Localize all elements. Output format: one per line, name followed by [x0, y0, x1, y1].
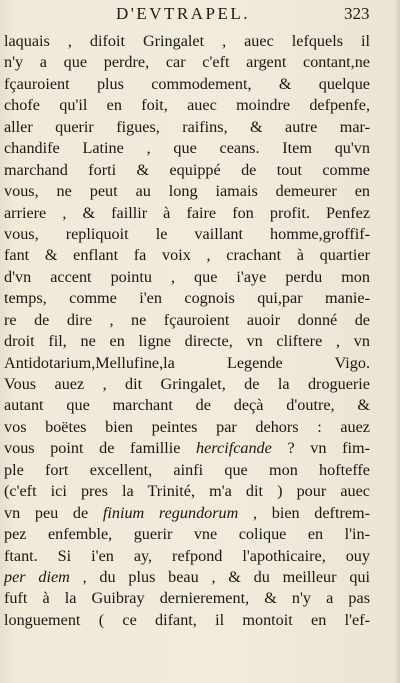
- text-line: [4, 524, 370, 545]
- text-run: , bien deftrem-: [238, 503, 370, 522]
- text-run: chandife Latine , que ceans. Item qu'vn: [4, 139, 370, 158]
- text-run: pez enfemble, guerir vne colique en l'in-: [4, 525, 370, 544]
- text-line: [4, 395, 370, 416]
- text-run: re de dire , ne fçauroient auoir donné de: [4, 310, 370, 329]
- text-line: [4, 31, 370, 52]
- text-run: vos boëtes bien peintes par dehors : auez: [4, 417, 370, 436]
- text-line: [4, 224, 370, 245]
- text-line: [4, 546, 370, 567]
- text-line: [4, 503, 370, 524]
- body-text: [4, 31, 370, 631]
- text-run: aller querir figues, raifins, & autre mar-: [4, 117, 370, 136]
- text-run: fçauroient plus commodement, & quelque: [4, 74, 370, 93]
- text-line: [4, 588, 370, 609]
- text-run: fant & enflant fa voix , crachant à quartier: [4, 246, 370, 265]
- italic-latin-term: finium regundorum: [102, 503, 239, 522]
- text-line: [4, 353, 370, 374]
- text-run: ? vn fim-: [271, 439, 370, 458]
- text-run: vn peu de: [4, 503, 103, 522]
- text-run: vous, ne peut au long iamais demeurer en: [4, 182, 370, 201]
- text-line: [4, 288, 370, 309]
- text-line: [4, 310, 370, 331]
- text-run: temps, comme i'en cognois qui,par manie-: [4, 289, 370, 308]
- text-run: marchand forti & equippé de tout comme: [4, 160, 370, 179]
- text-line: [4, 138, 370, 159]
- text-run: Antidotarium,Mellufine,la Legende Vigo.: [4, 353, 370, 372]
- text-run: Vous auez , dit Gringalet, de la droguerie: [4, 375, 370, 393]
- text-line: [4, 74, 370, 95]
- text-line: [4, 52, 370, 73]
- text-run: vous, repliquoit le vaillant homme,groffif-: [4, 224, 370, 243]
- text-line: [4, 610, 370, 631]
- text-line: [4, 267, 370, 288]
- text-line: [4, 203, 370, 224]
- text-run: vous point de famillie: [4, 439, 197, 458]
- italic-latin-term: hercifcande: [196, 439, 272, 458]
- text-line: [4, 438, 370, 459]
- text-line: [4, 481, 370, 502]
- text-line: [4, 117, 370, 138]
- text-run: d'vn accent pointu , que i'aye perdu mon: [4, 267, 370, 286]
- text-run: , du plus beau , & du meilleur qui: [69, 567, 370, 586]
- text-run: ftant. Si i'en ay, refpond l'apothicaire, ouy: [4, 546, 370, 565]
- text-run: droit fil, ne en ligne directe, vn cliftere , vn: [4, 332, 370, 351]
- text-line: [4, 95, 370, 116]
- italic-latin-term: per diem: [4, 567, 70, 586]
- text-line: [4, 160, 370, 181]
- text-line: [4, 567, 370, 588]
- text-line: [4, 417, 370, 438]
- text-run: n'y a que perdre, car c'eft argent contant,ne: [4, 53, 370, 72]
- text-run: ple fort excellent, ainfi que mon hofteffe: [4, 460, 370, 479]
- text-run: (c'eft ici pres la Trinité, m'a dit ) pour auec: [4, 482, 370, 501]
- text-line: [4, 181, 370, 202]
- text-line: [4, 374, 370, 395]
- text-line: [4, 245, 370, 266]
- page-number: 323: [344, 4, 370, 23]
- running-title: D'EVTRAPEL.: [116, 4, 250, 23]
- text-run: longuement ( ce difant, il montoit en l'ef-: [4, 610, 370, 629]
- text-run: arriere , & faillir à faire fon profit. Penfez: [4, 203, 370, 222]
- text-run: fuft à la Guibray dernierement, & n'y a pas: [4, 589, 370, 608]
- text-line: [4, 460, 370, 481]
- text-line: [4, 331, 370, 352]
- text-run: chofe qu'il en foit, auec moindre defpenfe,: [4, 96, 370, 115]
- text-run: autant que marchant de deçà d'outre, &: [4, 396, 370, 415]
- text-run: laquais , difoit Gringalet , auec lefquels il: [4, 32, 370, 50]
- page-edge-shadow: [394, 0, 400, 683]
- page-header: [0, 2, 400, 24]
